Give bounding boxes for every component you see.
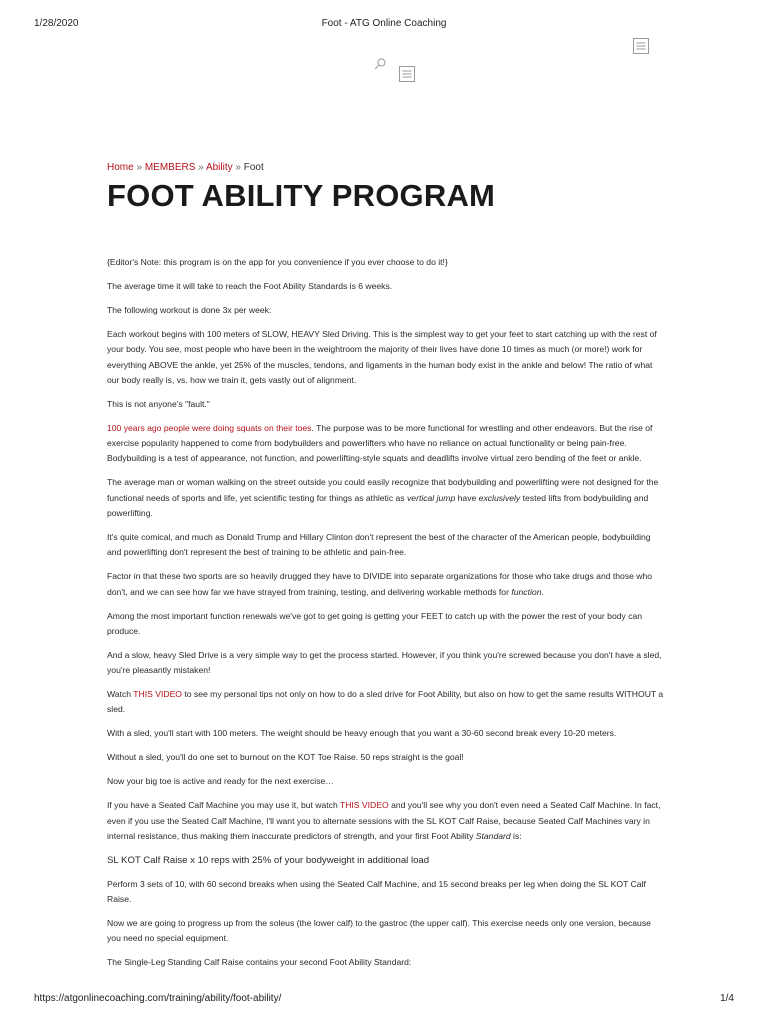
menu-icon[interactable] bbox=[399, 66, 415, 82]
breadcrumb bbox=[107, 162, 665, 178]
paragraph: Without a sled, you'll do one set to burnout on the KOT Toe Raise. 50 reps straight is the goal! bbox=[107, 752, 464, 763]
paragraph: Among the most important function renewals we've got to get going is getting your FEET to catch up with the power the rest of your body can produce. bbox=[107, 610, 643, 636]
print-page-title: Foot - ATG Online Coaching bbox=[321, 18, 447, 29]
paragraph: The average time it will take to reach the Foot Ability Standards is 6 weeks. bbox=[107, 280, 393, 291]
paragraph: The average man or woman walking on the street outside you could easily recognize that bodybuilding and powerlifting were not designed for the functional needs of sports and life, yet scientific testing for things as athletic as vertical jump have exclusively tested lifts from bodybuilding and powerlifting. bbox=[107, 477, 659, 518]
paragraph: With a sled, you'll start with 100 meters. The weight should be heavy enough that you want a 30-60 second break every 10-20 meters. bbox=[107, 728, 617, 739]
standard-statement: SL KOT Calf Raise x 10 reps with 25% of your bodyweight in additional load bbox=[107, 854, 430, 866]
paragraph: 100 years ago people were doing squats on their toes. The purpose was to be more functional for wrestling and other endeavors. But the rise of exercise popularity happened to come from bodybuilders and powerlifters who have no reliance on actual functionality or being pain-free. Bodybuilding is a test of appearance, not function, and powerlifting-style squats and deadlifts involve virtual zero bending of the feet or ankle. bbox=[107, 422, 653, 464]
paragraph: And a slow, heavy Sled Drive is a very simple way to get the process started. However, if you think you're screwed because you don't have a sled, you're pleasantly mistaken! bbox=[107, 649, 662, 676]
paragraph: The following workout is done 3x per week: bbox=[107, 304, 272, 315]
article-body bbox=[107, 255, 667, 979]
paragraph: Factor in that these two sports are so heavily drugged they have to DIVIDE into separate organizations for those who take drugs and those who don't, and we can see how far we have strayed from training, testing, and delivering workable methods for function. bbox=[107, 571, 653, 597]
paragraph: This is not anyone's "fault." bbox=[107, 398, 210, 409]
squats-on-toes-link[interactable]: 100 years ago people were doing squats on their toes bbox=[107, 422, 312, 433]
breadcrumb-separator: » bbox=[136, 162, 143, 173]
breadcrumb-home[interactable]: Home bbox=[107, 162, 134, 173]
page-url: https://atgonlinecoaching.com/training/ability/foot-ability/ bbox=[34, 993, 282, 1004]
breadcrumb-separator: » bbox=[235, 162, 241, 173]
page-title: FOOT ABILITY PROGRAM bbox=[107, 178, 496, 213]
calf-machine-video-link[interactable]: THIS VIDEO bbox=[339, 800, 389, 811]
paragraph: Now your big toe is active and ready for the next exercise… bbox=[107, 776, 334, 787]
breadcrumb-separator: » bbox=[198, 162, 204, 173]
breadcrumb-members[interactable]: MEMBERS bbox=[144, 162, 196, 173]
page-header bbox=[107, 162, 665, 214]
paragraph: Each workout begins with 100 meters of SLOW, HEAVY Sled Driving. This is the simplest way to get your feet to start catching up with the rest of your body. You see, most people who have been in the weightroom the majority of their lives have done 10 times as much (or more!) work for everything ABOVE the ankle, yet 25% of the muscles, tendons, and ligaments in the human body exist in the ankle and below! The ratio of what our body really is, vs. how we train it, gets vastly out of alignment. bbox=[107, 328, 657, 385]
paragraph: The Single-Leg Standing Calf Raise contains your second Foot Ability Standard: bbox=[107, 957, 412, 968]
paragraph: Perform 3 sets of 10, with 60 second breaks when using the Seated Calf Machine, and 15 second breaks per leg when doing the SL KOT Calf Raise. bbox=[107, 878, 646, 905]
search-icon[interactable] bbox=[373, 57, 387, 71]
menu-icon[interactable] bbox=[633, 38, 649, 54]
print-date: 1/28/2020 bbox=[34, 18, 79, 29]
breadcrumb-ability[interactable]: Ability bbox=[205, 162, 233, 173]
sled-drive-video-link[interactable]: THIS VIDEO bbox=[133, 689, 182, 700]
breadcrumb-current: Foot bbox=[243, 162, 264, 173]
paragraph: Watch THIS VIDEO to see my personal tips not only on how to do a sled drive for Foot Ability, but also on how to get the same results WITHOUT a sled. bbox=[107, 689, 664, 715]
paragraph: It's quite comical, and much as Donald Trump and Hillary Clinton don't represent the best of the character of the American people, bodybuilding and powerlifting don't represent the best of training to be athletic and pain-free. bbox=[107, 531, 651, 558]
paragraph: {Editor's Note: this program is on the app for you convenience if you ever choose to do it!} bbox=[107, 257, 448, 267]
page-number: 1/4 bbox=[720, 993, 734, 1004]
paragraph: Now we are going to progress up from the soleus (the lower calf) to the gastroc (the upper calf). This exercise needs only one version, because you need no special equipment. bbox=[107, 918, 651, 944]
paragraph: If you have a Seated Calf Machine you may use it, but watch THIS VIDEO and you'll see why you don't even need a Seated Calf Machine. In fact, even if you use the Seated Calf Machine, I'll want you to alternate sessions with the SL KOT Calf Raise, because Seated Calf Machines vary in internal resistance, thus making them inaccurate predictors of strength, and your first Foot Ability Standard is: bbox=[107, 800, 661, 841]
